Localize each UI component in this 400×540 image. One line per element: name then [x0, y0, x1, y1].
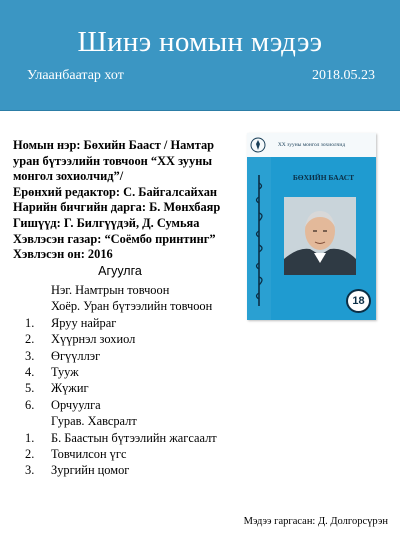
emblem-icon	[250, 137, 266, 153]
toc-item-text: Зургийн цомог	[51, 463, 130, 478]
header-banner	[0, 0, 400, 111]
toc-item-number: 5.	[25, 381, 35, 396]
meta-members: Гишүүд: Г. Билгүүдэй, Д. Сумьяа	[13, 215, 200, 230]
meta-publisher: Хэвлэсэн газар: “Соёмбо принтинг”	[13, 231, 216, 246]
toc-item	[25, 315, 285, 331]
meta-book-name: Номын нэр: Бөхийн Бааст / Намтар уран бүтээлийн товчоон “XX зууны монгол зохиолчид”/	[13, 138, 215, 184]
toc-item	[25, 413, 285, 429]
table-of-contents	[25, 282, 285, 479]
toc-item	[25, 397, 285, 413]
toc-item	[25, 430, 285, 446]
toc-item-text: Гурав. Хавсралт	[51, 414, 137, 429]
toc-item-number: 3.	[25, 463, 35, 478]
cover-volume-number: 18	[346, 289, 371, 313]
toc-item-text: Хүүрнэл зохиол	[51, 332, 136, 347]
toc-item	[25, 380, 285, 396]
toc-item-number: 3.	[25, 348, 35, 363]
toc-heading: Агуулга	[98, 264, 142, 278]
cover-title: БӨХИЙН БААСТ	[292, 173, 355, 182]
toc-item-number: 6.	[25, 397, 35, 412]
cover-series-label: XX зууны монгол зохиолчид	[277, 142, 346, 148]
meta-year: Хэвлэсэн он: 2016	[13, 247, 113, 262]
prepared-by-credit: Мэдээ гаргасан: Д. Долгорсүрэн	[243, 516, 388, 527]
toc-item	[25, 282, 285, 298]
toc-item-text: Хоёр. Уран бүтээлийн товчоон	[51, 299, 213, 314]
toc-item-number: 4.	[25, 364, 35, 379]
cover-series-banner	[247, 133, 376, 157]
toc-item-text: Нэг. Намтрын товчоон	[51, 283, 170, 297]
toc-item-text: Орчуулга	[51, 397, 101, 412]
toc-item-number: 2.	[25, 332, 35, 347]
toc-item-text: Тууж	[51, 364, 79, 379]
header-date: 2018.05.23	[312, 68, 375, 83]
toc-item	[25, 446, 285, 462]
toc-item	[25, 331, 285, 347]
toc-item	[25, 298, 285, 314]
toc-item-text: Жүжиг	[51, 381, 89, 396]
toc-item-number: 1.	[25, 430, 35, 445]
toc-item-text: Өгүүллэг	[51, 348, 101, 363]
toc-item-text: Б. Баастын бүтээлийн жагсаалт	[51, 430, 217, 445]
toc-item-number: 1.	[25, 315, 35, 330]
book-metadata	[13, 138, 239, 263]
meta-secretary: Нарийн бичгийн дарга: Б. Мөнхбаяр	[13, 200, 221, 215]
toc-item-text: Яруу найраг	[51, 315, 117, 330]
page-title: Шинэ номын мэдээ	[77, 26, 323, 58]
meta-chief-editor: Ерөнхий редактор: С. Байгалсайхан	[13, 184, 218, 199]
toc-item	[25, 364, 285, 380]
toc-item-number: 2.	[25, 446, 35, 461]
toc-item	[25, 462, 285, 478]
toc-item	[25, 348, 285, 364]
toc-item-text: Товчилсон үгс	[51, 446, 127, 461]
portrait-photo	[284, 197, 356, 275]
header-city: Улаанбаатар хот	[27, 68, 124, 83]
